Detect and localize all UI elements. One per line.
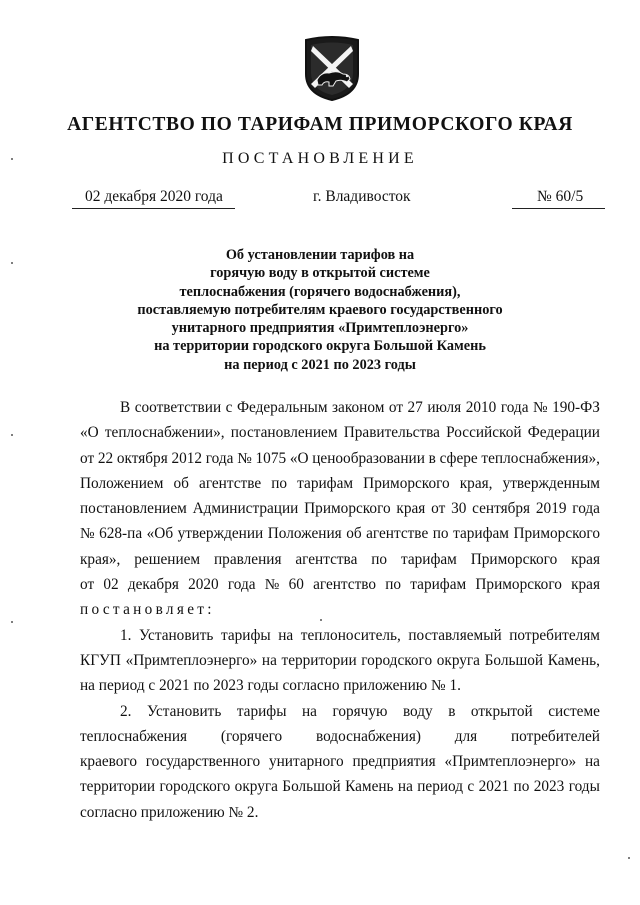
body-line	[80, 521, 600, 546]
body-word: от	[80, 449, 95, 467]
body-word: об	[346, 525, 362, 543]
body-line	[80, 597, 600, 622]
body-word: Приморского	[475, 576, 562, 594]
body-word: тарифы	[236, 702, 287, 720]
body-word: теплоснабжении»,	[104, 424, 225, 442]
body-word: округа	[234, 778, 278, 796]
title-line: Об установлении тарифов на	[225, 247, 415, 263]
body-word: в	[448, 702, 456, 720]
body-word: Приморского	[513, 525, 600, 543]
body-line	[80, 471, 600, 496]
body-word: городского	[361, 651, 433, 669]
body-text: согласно приложению № 2.	[80, 803, 259, 821]
body-word: потребителей	[510, 727, 600, 745]
body-word: 2023	[533, 778, 565, 796]
body-word: системе	[548, 702, 600, 720]
body-word: «О	[289, 449, 309, 467]
body-word: КГУП	[80, 651, 121, 669]
body-line	[80, 673, 600, 698]
body-word: по	[385, 576, 402, 594]
body-word: Большой	[282, 778, 341, 796]
body-word: теплоноситель,	[300, 626, 401, 644]
body-word: об	[173, 474, 189, 492]
body-word: «Примтеплоэнерго»	[444, 753, 577, 771]
body-word: 22	[97, 449, 114, 467]
body-word: тарифам	[410, 576, 467, 594]
body-word: агентстве	[199, 474, 262, 492]
body-word: от	[431, 500, 446, 518]
body-word: для	[454, 727, 478, 745]
body-word: года	[205, 449, 234, 467]
document-number: № 60/5	[537, 188, 584, 205]
body-word: №	[264, 576, 280, 594]
body-word: «О	[80, 424, 99, 442]
document-date: 02 декабря 2020 года	[85, 188, 223, 205]
body-word: агентстве	[366, 525, 429, 543]
body-word: Камень	[345, 778, 394, 796]
body-word: от	[80, 576, 95, 594]
body-word: декабря	[127, 576, 179, 594]
body-word: краевого	[80, 753, 137, 771]
body-word: решением	[134, 550, 201, 568]
body-word: (горячего	[220, 727, 283, 745]
body-word: №	[237, 449, 252, 467]
body-line	[80, 496, 600, 521]
body-word: года	[572, 500, 600, 518]
body-word: Российской	[446, 424, 522, 442]
body-word: края,	[459, 474, 493, 492]
scan-speck	[11, 158, 13, 160]
body-line	[80, 547, 600, 572]
body-word: Большой	[484, 651, 544, 669]
body-word: октября	[116, 449, 168, 467]
body-word: тарифам	[297, 474, 354, 492]
body-word: «Об	[146, 525, 174, 543]
body-word: тарифам	[400, 550, 457, 568]
scan-speck	[11, 434, 13, 436]
body-word: 60	[288, 576, 304, 594]
body-word: горячую	[332, 702, 388, 720]
body-word: агентство	[313, 576, 377, 594]
body-word: года	[500, 399, 529, 416]
body-line	[80, 749, 600, 774]
body-word: постановлением	[80, 500, 187, 518]
body-word: июля	[427, 399, 462, 416]
body-line	[80, 648, 600, 673]
body-word: Установить	[146, 702, 222, 720]
body-word: агентства	[295, 550, 358, 568]
body-word: Администрации	[192, 500, 299, 518]
body-word: по	[513, 778, 530, 796]
body-word: на	[397, 778, 413, 796]
body-word: законом	[332, 399, 385, 416]
agency-name: АГЕНТСТВО ПО ТАРИФАМ ПРИМОРСКОГО КРАЯ	[67, 114, 573, 135]
body-word: с	[225, 399, 233, 416]
body-word: в	[428, 449, 436, 467]
number-underline	[512, 208, 605, 209]
body-word: края	[396, 500, 426, 518]
body-word: водоснабжения)	[315, 727, 421, 745]
body-word: по	[432, 525, 449, 543]
scan-speck	[628, 857, 630, 859]
body-line	[80, 800, 600, 825]
body-word: утверждении	[177, 525, 264, 543]
body-word: по	[371, 550, 388, 568]
body-word: утвержденным	[502, 474, 600, 492]
body-word: сентября	[472, 500, 531, 518]
body-line	[80, 724, 600, 749]
document-city: г. Владивосток	[313, 188, 411, 205]
body-word: Установить	[139, 626, 214, 644]
body-word: Положением	[80, 474, 164, 492]
document-type: ПОСТАНОВЛЕНИЕ	[222, 150, 418, 167]
body-word: №	[80, 525, 95, 543]
body-line	[80, 446, 600, 471]
body-word: Правительства	[343, 424, 440, 442]
body-line	[80, 623, 600, 648]
document-body	[80, 395, 600, 825]
body-word: края	[571, 576, 600, 594]
body-word: края»,	[80, 550, 121, 568]
title-line: поставляемую потребителям краевого государственного	[137, 301, 503, 318]
body-word: 628-па	[99, 525, 143, 543]
body-word: ценообразовании	[312, 449, 425, 467]
body-word: по	[271, 474, 288, 492]
body-word: №	[533, 399, 548, 416]
body-word: Федерации	[527, 424, 600, 442]
body-word: 2012	[171, 449, 203, 467]
body-word: период	[417, 778, 464, 796]
body-line	[80, 699, 600, 724]
body-word: территории	[281, 651, 357, 669]
body-word: от	[388, 399, 404, 416]
body-word: государственного	[145, 753, 261, 771]
body-word: Приморского	[470, 550, 558, 568]
body-line	[80, 395, 600, 420]
body-word: годы	[568, 778, 600, 796]
body-word: 190-ФЗ	[552, 399, 600, 416]
coat-of-arms-emblem	[303, 36, 361, 102]
body-word: округа	[436, 651, 480, 669]
body-word: на	[278, 626, 294, 644]
body-word: В	[120, 399, 131, 416]
body-word: теплоснабжения»,	[481, 449, 600, 467]
body-word: тарифы	[220, 626, 271, 644]
body-line	[80, 420, 600, 445]
body-word: правления	[214, 550, 282, 568]
body-word: теплоснабжения	[80, 727, 188, 745]
scan-speck	[320, 619, 322, 621]
body-word: постановлением	[230, 424, 338, 442]
body-word: 2.	[120, 702, 132, 720]
body-word: 30	[451, 500, 467, 518]
body-word: 2021	[478, 778, 510, 796]
body-word: Приморского	[363, 474, 450, 492]
title-line: унитарного предприятия «Примтеплоэнерго»	[171, 320, 469, 337]
body-word: 2020	[188, 576, 219, 594]
body-line	[80, 774, 600, 799]
body-word: 27	[407, 399, 423, 416]
title-line: на территории городского округа Большой Камень	[154, 338, 486, 355]
body-word: 02	[103, 576, 119, 594]
body-line	[80, 572, 600, 597]
body-word: соответствии	[134, 399, 222, 416]
body-word: тарифам	[453, 525, 509, 543]
body-word: на	[261, 651, 277, 669]
body-word: городского	[159, 778, 231, 796]
body-word: открытой	[470, 702, 533, 720]
title-line: теплоснабжения (горячего водоснабжения),	[179, 283, 461, 300]
body-word: края	[571, 550, 600, 568]
date-underline	[72, 208, 235, 209]
body-word: предприятия	[352, 753, 436, 771]
body-word: территории	[80, 778, 156, 796]
body-word: с	[467, 778, 475, 796]
body-word: унитарного	[268, 753, 344, 771]
body-word: Приморского	[304, 500, 391, 518]
body-word: 1075	[255, 449, 287, 467]
body-text: на период с 2021 по 2023 годы согласно приложению № 1.	[80, 677, 461, 695]
scan-speck	[11, 262, 13, 264]
body-word: Положения	[267, 525, 342, 543]
body-word: «Примтеплоэнерго»	[125, 651, 258, 669]
body-word: воду	[402, 702, 433, 720]
body-word: потребителям	[509, 626, 600, 644]
body-word: на	[301, 702, 317, 720]
body-word: Камень,	[547, 651, 600, 669]
document-title	[0, 246, 640, 374]
resolves-word: постановляет:	[80, 601, 215, 619]
title-line: на период с 2021 по 2023 годы	[224, 356, 416, 373]
body-word: поставляемый	[408, 626, 502, 644]
body-word: 2010	[465, 399, 497, 416]
scan-speck	[11, 621, 13, 623]
title-line: горячую воду в открытой системе	[210, 265, 430, 282]
body-word: 1.	[120, 626, 132, 644]
body-word: Федеральным	[236, 399, 328, 416]
body-word: 2019	[535, 500, 567, 518]
body-word: года	[227, 576, 256, 594]
body-word: сфере	[439, 449, 478, 467]
body-word: на	[584, 753, 600, 771]
